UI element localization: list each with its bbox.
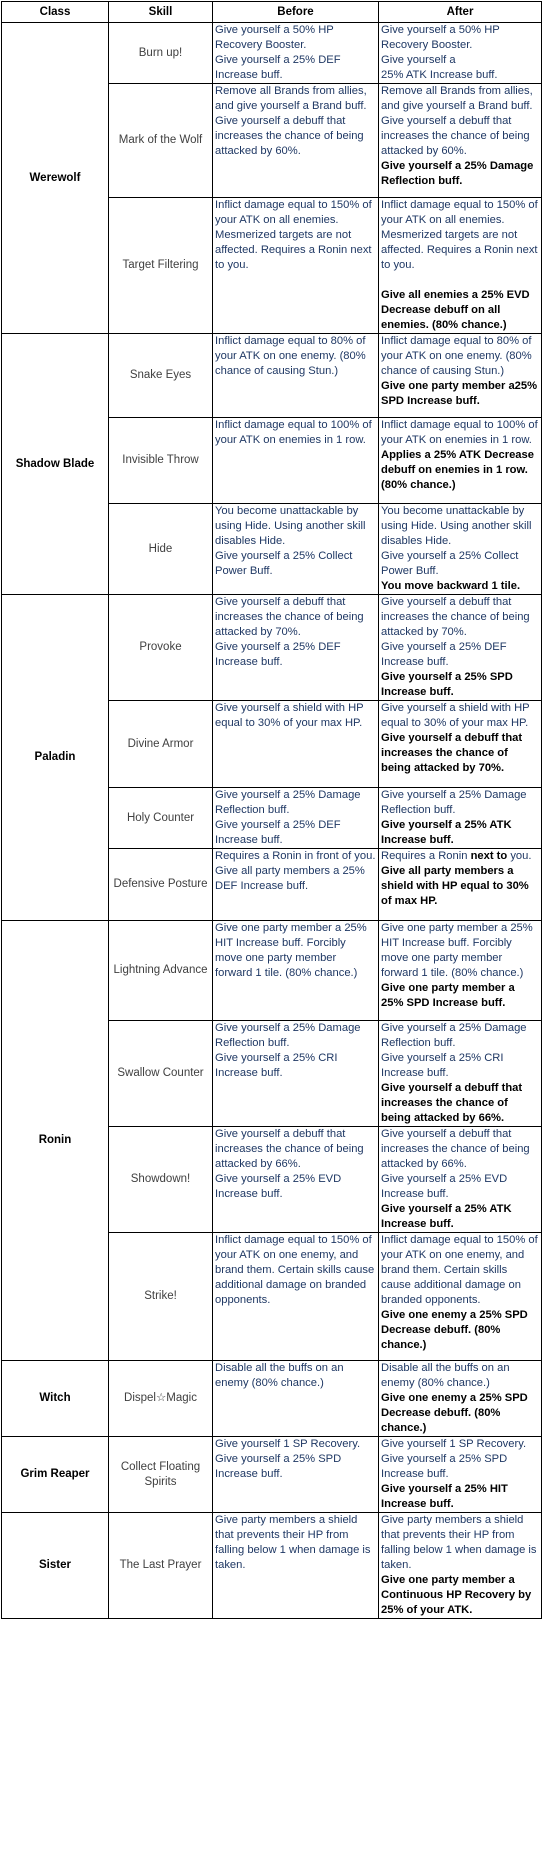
class-cell: Werewolf (2, 23, 109, 334)
before-cell (213, 198, 379, 334)
after-line: Give yourself a 25% ATK Increase buff. (381, 819, 512, 846)
before-line: Give yourself a 25% DEF Increase buff. (215, 819, 341, 846)
before-cell (213, 504, 379, 595)
skill-cell: Defensive Posture (109, 849, 213, 921)
after-line: 25% ATK Increase buff. (381, 69, 498, 81)
skill-cell: Lightning Advance (109, 921, 213, 1021)
after-line: Give yourself a debuff that increases the chance of being attacked by 70%. (381, 732, 523, 774)
after-cell (379, 701, 542, 788)
after-line: Give yourself a 25% ATK Increase buff. (381, 1203, 512, 1230)
after-cell (379, 1437, 542, 1513)
before-line: Give yourself a 50% HP Recovery Booster. (215, 24, 334, 51)
after-line (381, 273, 539, 288)
before-cell (213, 1361, 379, 1437)
before-line: Give yourself a 25% DEF Increase buff. (215, 54, 341, 81)
class-cell: Sister (2, 1513, 109, 1619)
skill-cell: Divine Armor (109, 701, 213, 788)
header-skill: Skill (109, 2, 213, 23)
before-line: Remove all Brands from allies, and give yourself a Brand buff. (215, 85, 367, 112)
after-line: Give one enemy a 25% SPD Decrease debuff. (80% chance.) (381, 1392, 528, 1434)
after-line: Give yourself a shield with HP equal to 30% of your max HP. (381, 702, 530, 729)
after-line: Give one party member a25% SPD Increase buff. (381, 380, 538, 407)
before-cell (213, 1513, 379, 1619)
skill-cell: Mark of the Wolf (109, 84, 213, 198)
after-line: Give yourself a 25% Damage Reflection buff. (381, 789, 527, 816)
before-line: Give yourself a 25% Damage Reflection buff. (215, 789, 361, 816)
before-line: Requires a Ronin in front of you. (215, 850, 376, 862)
after-line: Give all party members a shield with HP equal to 30% of max HP. (381, 865, 529, 907)
after-line: Give yourself 1 SP Recovery. (381, 1438, 527, 1450)
after-line: Give yourself a debuff that increases the chance of being attacked by 70%. (381, 596, 530, 638)
skill-cell: Collect Floating Spirits (109, 1437, 213, 1513)
before-line: Give party members a shield that prevents their HP from falling below 1 when damage is taken. (215, 1514, 371, 1571)
skill-cell: Swallow Counter (109, 1021, 213, 1127)
after-cell (379, 921, 542, 1021)
after-line: Give yourself a 25% SPD Increase buff. (381, 671, 513, 698)
after-cell (379, 1513, 542, 1619)
after-line: Remove all Brands from allies, and give yourself a Brand buff. (381, 85, 533, 112)
skill-cell: Showdown! (109, 1127, 213, 1233)
after-cell (379, 788, 542, 849)
before-line: Inflict damage equal to 150% of your ATK on all enemies. Mesmerized targets are not affected. Requires a Ronin next to you. (215, 199, 372, 271)
class-cell: Ronin (2, 921, 109, 1361)
after-line: Give yourself a 25% CRI Increase buff. (381, 1052, 504, 1079)
before-line: Give yourself a debuff that increases the chance of being attacked by 60%. (215, 115, 364, 157)
before-line: Inflict damage equal to 80% of your ATK on one enemy. (80% chance of causing Stun.) (215, 335, 366, 377)
before-line: Give yourself a debuff that increases the chance of being attacked by 66%. (215, 1128, 364, 1170)
after-line: Disable all the buffs on an enemy (80% chance.) (381, 1362, 510, 1389)
before-cell (213, 701, 379, 788)
after-line: Give yourself a 25% SPD Increase buff. (381, 1453, 508, 1480)
table-row (2, 23, 542, 84)
before-cell (213, 1021, 379, 1127)
before-cell (213, 788, 379, 849)
after-cell (379, 1233, 542, 1361)
before-line: Give yourself a debuff that increases the chance of being attacked by 70%. (215, 596, 364, 638)
before-line: Give yourself a shield with HP equal to 30% of your max HP. (215, 702, 364, 729)
after-line: You become unattackable by using Hide. Using another skill disables Hide. (381, 505, 532, 547)
header-before: Before (213, 2, 379, 23)
after-cell (379, 595, 542, 701)
table-row (2, 1437, 542, 1513)
before-cell (213, 1233, 379, 1361)
before-line: Give yourself a 25% Damage Reflection buff. (215, 1022, 361, 1049)
before-cell (213, 595, 379, 701)
after-line: Give yourself a 25% Damage Reflection buff. (381, 160, 534, 187)
after-line: Give yourself a debuff that increases the chance of being attacked by 66%. (381, 1082, 523, 1124)
table-row (2, 1361, 542, 1437)
before-line: Give yourself 1 SP Recovery. (215, 1438, 361, 1450)
after-cell (379, 23, 542, 84)
class-cell: Paladin (2, 595, 109, 921)
after-cell (379, 1127, 542, 1233)
header-class: Class (2, 2, 109, 23)
before-line: Give all party members a 25% DEF Increase buff. (215, 865, 365, 892)
after-line: Inflict damage equal to 80% of your ATK on one enemy. (80% chance of causing Stun.) (381, 335, 532, 377)
after-cell (379, 1361, 542, 1437)
before-cell (213, 418, 379, 504)
after-line: Inflict damage equal to 150% of your ATK on all enemies. Mesmerized targets are not affected. Requires a Ronin next to you. (381, 199, 538, 271)
after-cell (379, 504, 542, 595)
table-row (2, 921, 542, 1021)
before-line: Disable all the buffs on an enemy (80% chance.) (215, 1362, 344, 1389)
skill-cell: Provoke (109, 595, 213, 701)
after-line: Requires a Ronin next to you. (381, 850, 532, 862)
after-line: Give yourself a 25% EVD Increase buff. (381, 1173, 508, 1200)
skill-cell: Invisible Throw (109, 418, 213, 504)
after-line: Give yourself a 25% HIT Increase buff. (381, 1483, 508, 1510)
before-line: Give yourself a 25% EVD Increase buff. (215, 1173, 342, 1200)
after-line: Give one enemy a 25% SPD Decrease debuff. (80% chance.) (381, 1309, 528, 1351)
skill-cell: Target Filtering (109, 198, 213, 334)
before-cell (213, 84, 379, 198)
after-cell (379, 418, 542, 504)
before-line: You become unattackable by using Hide. Using another skill disables Hide. (215, 505, 366, 547)
before-line: Inflict damage equal to 150% of your ATK on one enemy, and brand them. Certain skills cause additional damage on branded opponents. (215, 1234, 375, 1306)
emphasis-text: next to (470, 850, 508, 862)
after-line: Give one party member a 25% HIT Increase buff. Forcibly move one party member forward 1 tile. (80% chance.) (381, 922, 533, 979)
table-body (2, 23, 542, 1619)
after-line: Give one party member a 25% SPD Increase buff. (381, 982, 515, 1009)
after-line: Give yourself a 50% HP Recovery Booster. (381, 24, 500, 51)
table-row (2, 595, 542, 701)
table-row (2, 1513, 542, 1619)
skill-changes-table (1, 1, 542, 1619)
before-line: Give yourself a 25% DEF Increase buff. (215, 641, 341, 668)
before-line: Give yourself a 25% CRI Increase buff. (215, 1052, 338, 1079)
before-cell (213, 849, 379, 921)
before-line: Give yourself a 25% Collect Power Buff. (215, 550, 353, 577)
before-cell (213, 334, 379, 418)
before-line: Inflict damage equal to 100% of your ATK on enemies in 1 row. (215, 419, 372, 446)
skill-cell: Snake Eyes (109, 334, 213, 418)
before-cell (213, 1127, 379, 1233)
before-line: Give one party member a 25% HIT Increase buff. Forcibly move one party member forward 1 tile. (80% chance.) (215, 922, 367, 979)
after-line: Give all enemies a 25% EVD Decrease debuff on all enemies. (80% chance.) (381, 289, 530, 331)
after-line: Inflict damage equal to 100% of your ATK on enemies in 1 row. (381, 419, 538, 446)
before-cell (213, 921, 379, 1021)
after-line: Give yourself a debuff that increases the chance of being attacked by 60%. (381, 115, 530, 157)
skill-cell: The Last Prayer (109, 1513, 213, 1619)
class-cell: Witch (2, 1361, 109, 1437)
table-row (2, 334, 542, 418)
after-cell (379, 334, 542, 418)
after-cell (379, 849, 542, 921)
skill-cell: Hide (109, 504, 213, 595)
after-line: Give yourself a (381, 54, 456, 66)
class-cell: Shadow Blade (2, 334, 109, 595)
header-row (2, 2, 542, 23)
after-line: Give yourself a 25% DEF Increase buff. (381, 641, 507, 668)
after-line: Give yourself a debuff that increases the chance of being attacked by 66%. (381, 1128, 530, 1170)
after-line: Applies a 25% ATK Decrease debuff on enemies in 1 row. (80% chance.) (381, 449, 534, 491)
after-line: Give yourself a 25% Damage Reflection buff. (381, 1022, 527, 1049)
before-cell (213, 23, 379, 84)
after-cell (379, 1021, 542, 1127)
skill-cell: Strike! (109, 1233, 213, 1361)
before-cell (213, 1437, 379, 1513)
after-line: Give party members a shield that prevents their HP from falling below 1 when damage is taken. (381, 1514, 537, 1571)
after-line: You move backward 1 tile. (381, 580, 521, 592)
skill-cell: Holy Counter (109, 788, 213, 849)
skill-cell: Dispel☆Magic (109, 1361, 213, 1437)
skill-cell: Burn up! (109, 23, 213, 84)
after-line: Give yourself a 25% Collect Power Buff. (381, 550, 519, 577)
after-line: Give one party member a Continuous HP Recovery by 25% of your ATK. (381, 1574, 532, 1616)
after-cell (379, 84, 542, 198)
before-line: Give yourself a 25% SPD Increase buff. (215, 1453, 342, 1480)
after-cell (379, 198, 542, 334)
class-cell: Grim Reaper (2, 1437, 109, 1513)
header-after: After (379, 2, 542, 23)
after-line: Inflict damage equal to 150% of your ATK on one enemy, and brand them. Certain skills cause additional damage on branded opponents. (381, 1234, 538, 1306)
